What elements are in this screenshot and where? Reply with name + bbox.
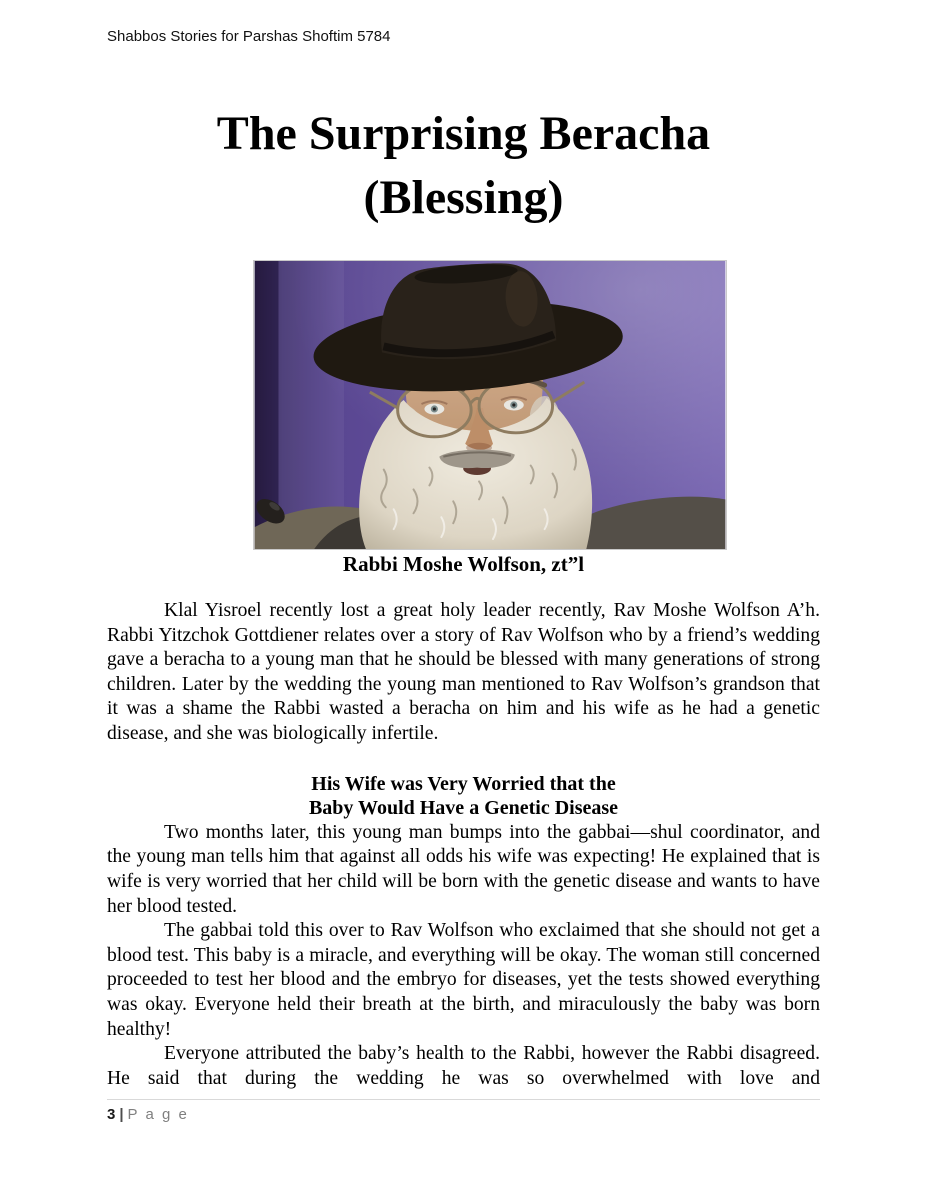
paragraph-1: Klal Yisroel recently lost a great holy leader recently, Rav Moshe Wolfson A’h. Rabbi Yitzchok Gottdiener relates over a story of Rav Wolfson who by a friend’s wedding gave a beracha to a young man that he should be blessed with many generations of strong children. Later by the wedding the young man mentioned to Rav Wolfson’s grandson that it was a shame the Rabbi wasted a beracha on him and his wife as he had a genetic disease, and she was biologically infertile. bbox=[107, 600, 820, 744]
page-footer bbox=[107, 1099, 820, 1123]
page-number: 3 bbox=[107, 1106, 116, 1123]
footer-page-label: P a g e bbox=[127, 1106, 189, 1123]
story-title-line1: The Surprising Beracha bbox=[216, 107, 711, 160]
footer-separator: | bbox=[119, 1106, 124, 1123]
rabbi-photo-frame bbox=[253, 260, 727, 550]
paragraph-3: The gabbai told this over to Rav Wolfson who exclaimed that she should not get a blood test. This baby is a miracle, and everything will be okay. The woman still concerned proceeded to test her blood and the embryo for diseases, yet the tests showed everything was okay. Everyone held their breath at the birth, and miraculously the baby was born healthy! bbox=[107, 920, 820, 1040]
rabbi-photo bbox=[253, 260, 727, 550]
paragraph-4: Everyone attributed the baby’s health to the Rabbi, however the Rabbi disagreed. He said that during the wedding he was so overwhelmed with love and bbox=[107, 1043, 820, 1089]
subheading-line2: Baby Would Have a Genetic Disease bbox=[308, 797, 619, 820]
photo-caption: Rabbi Moshe Wolfson, zt”l bbox=[342, 552, 585, 576]
story-title-line2: (Blessing) bbox=[363, 171, 564, 224]
section-subheading bbox=[107, 772, 820, 821]
subheading-line1: His Wife was Very Worried that the bbox=[311, 772, 616, 795]
rabbi-portrait-illustration bbox=[254, 261, 726, 549]
story-title bbox=[0, 102, 927, 230]
paragraph-2: Two months later, this young man bumps into the gabbai—shul coordinator, and the young man tells him that against all odds his wife was expecting! He explained that is wife is very worried that her child will be born with the genetic disease and wants to have her blood tested. bbox=[107, 821, 820, 917]
story-body bbox=[107, 599, 820, 1091]
running-header: Shabbos Stories for Parshas Shoftim 5784 bbox=[107, 28, 391, 45]
